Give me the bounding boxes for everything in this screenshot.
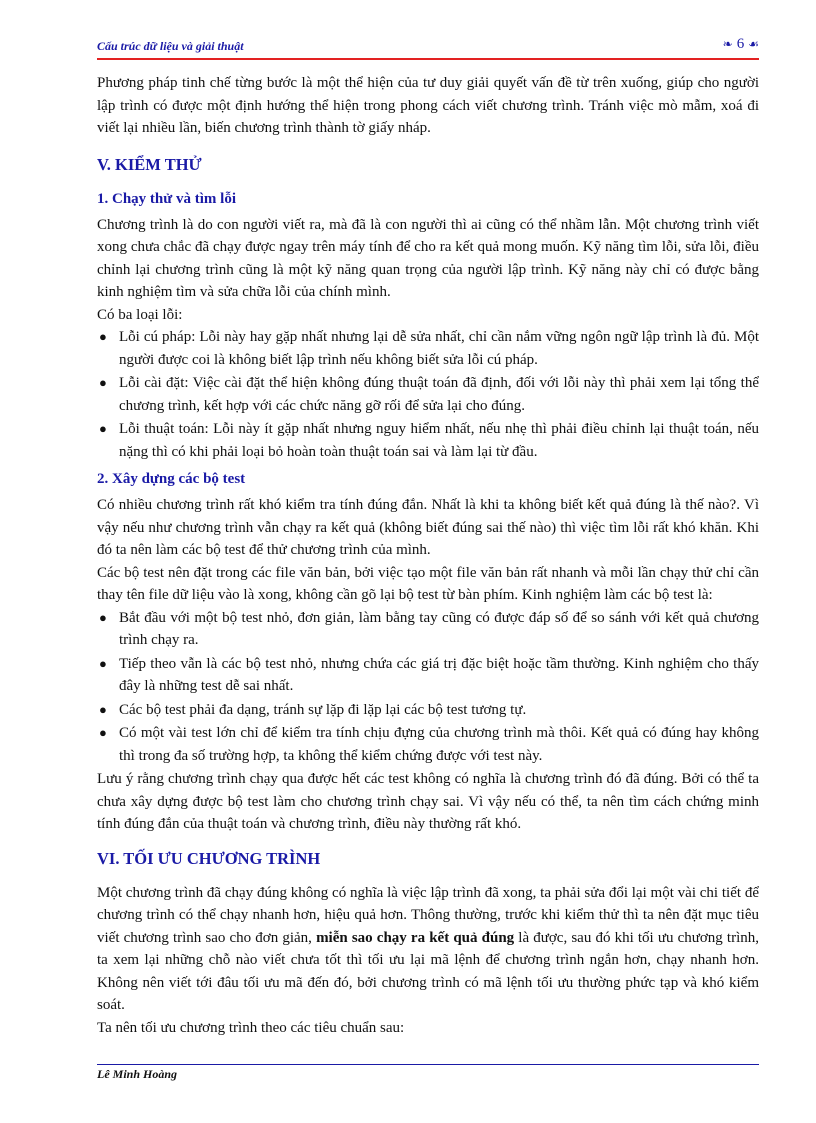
paragraph: Có ba loại lỗi: [97,306,183,323]
list-item: ● Có một vài test lớn chỉ để kiểm tra tính chịu đựng của chương trình mà thôi. Kết quả có đúng hay không thì trong đa số trường hợp, ta không thể kiểm chứng được với test này. [97,722,759,767]
bullet-icon: ● [99,375,107,390]
test-tips-list [97,607,759,768]
ornament-right-icon: ☙ [748,37,759,51]
bullet-icon: ● [99,609,107,625]
bullet-icon: ● [99,329,107,344]
error-types-list [97,326,759,463]
bullet-icon: ● [99,725,107,740]
bullet-icon: ● [99,701,107,717]
page-number-group [723,36,759,53]
subsection-heading-debugging: 1. Chạy thử và tìm lỗi [97,190,237,207]
emphasis-text: miễn sao chạy ra kết quả đúng [316,929,515,946]
section-heading-optimization: VI. TỐI ƯU CHƯƠNG TRÌNH [97,848,321,868]
footer-author: Lê Minh Hoàng [97,1067,178,1081]
intro-paragraph: Phương pháp tinh chế từng bước là một thể hiện của tư duy giải quyết vấn đề từ trên xuống, giúp cho người lập trình có được một định hướng thể hiện trong phong cách viết chương trình. Tránh việc mò mẫm, xoá đi viết lại nhiều lần, biến chương trình thành tờ giấy nháp. [97,75,759,136]
header-rule [97,58,759,60]
list-item: ● Lỗi cài đặt: Việc cài đặt thể hiện không đúng thuật toán đã định, đối với lỗi này thì phải xem lại tổng thể chương trình, kết hợp với các chức năng gỡ rối để sửa lại cho đúng. [97,372,759,417]
list-item: ● Lỗi thuật toán: Lỗi này ít gặp nhất nhưng nguy hiểm nhất, nếu nhẹ thì phải điều chỉnh lại thuật toán, nếu nặng thì có khi phải loại bỏ hoàn toàn thuật toán sai và làm lại từ đầu. [97,418,759,463]
page-number: 6 [736,36,745,52]
list-item: ● Các bộ test phải đa dạng, tránh sự lặp đi lặp lại các bộ test tương tự. [97,699,759,722]
ornament-left-icon: ❧ [722,37,733,51]
paragraph: Ta nên tối ưu chương trình theo các tiêu chuẩn sau: [97,1019,405,1036]
paragraph: Lưu ý rằng chương trình chạy qua được hết các test không có nghĩa là chương trình đó đã đúng. Bởi có thể ta chưa xây dựng được bộ test làm cho chương trình chạy sai. Vì vậy nếu có thể, ta nên tìm cách chứng minh tính đúng đắn của thuật toán và chương trình, điều này thường rất khó. [97,771,759,832]
paragraph: Chương trình là do con người viết ra, mà đã là con người thì ai cũng có thể nhầm lẫn. Một chương trình viết xong chưa chắc đã chạy được ngay trên máy tính để cho ra kết quả mong muốn. Kỹ năng tìm lỗi, sửa lỗi, điều chỉnh lại chương trình cũng là một kỹ năng quan trọng của người lập trình. Kỹ năng này chỉ có được bằng kinh nghiệm tìm và sửa chữa lỗi của chính mình. [97,216,759,300]
paragraph: Có nhiều chương trình rất khó kiểm tra tính đúng đắn. Nhất là khi ta không biết kết quả đúng là thế nào?. Vì vậy nếu như chương trình vẫn chạy ra kết quả (không biết đúng sai thế nào) thì việc tìm lỗi rất khó khăn. Khi đó ta nên làm các bộ test để thử chương trình của mình. [97,497,759,558]
section-heading-testing: V. KIỂM THỬ [97,154,202,174]
list-item: ● Bắt đầu với một bộ test nhỏ, đơn giản, làm bằng tay cũng có được đáp số để so sánh với kết quả chương trình chạy ra. [97,607,759,652]
paragraph-optimization: Một chương trình đã chạy đúng không có nghĩa là việc lập trình đã xong, ta phải sửa đổi lại một vài chi tiết để chương trình có thể chạy nhanh hơn, hiệu quả hơn. Thông thường, trước khi kiểm thử thì ta nên đặt mục tiêu viết chương trình sao cho đơn giản, miễn sao chạy ra kết quả đúng là được, sau đó khi tối ưu chương trình, ta xem lại những chỗ nào viết chưa tốt thì tối ưu lại mã lệnh để chương trình ngắn hơn, chạy nhanh hơn. Không nên viết tới đâu tối ưu mã đến đó, bởi chương trình có mã lệnh tối ưu thường phức tạp và khó kiểm soát. [97,884,759,1013]
footer-rule [97,1064,759,1065]
header-title: Cấu trúc dữ liệu và giải thuật [97,39,244,53]
list-item: ● Tiếp theo vẫn là các bộ test nhỏ, nhưng chứa các giá trị đặc biệt hoặc tầm thường. Kinh nghiệm cho thấy đây là những test dễ sai nhất. [97,653,759,698]
subsection-heading-test-sets: 2. Xây dựng các bộ test [97,471,246,487]
page-body [97,72,759,1039]
list-item: ● Lỗi cú pháp: Lỗi này hay gặp nhất nhưng lại dễ sửa nhất, chỉ cần nắm vững ngôn ngữ lập trình là đủ. Một người được coi là không biết lập trình nếu không biết sửa lỗi cú pháp. [97,326,759,371]
bullet-icon: ● [99,655,107,671]
page-header [97,36,759,60]
bullet-icon: ● [99,421,107,436]
paragraph: Các bộ test nên đặt trong các file văn bản, bởi việc tạo một file văn bản rất nhanh và mỗi lần chạy thử chỉ cần thay tên file dữ liệu vào là xong, không cần gõ lại bộ test từ bàn phím. Kinh nghiệm làm các bộ test là: [97,564,759,603]
